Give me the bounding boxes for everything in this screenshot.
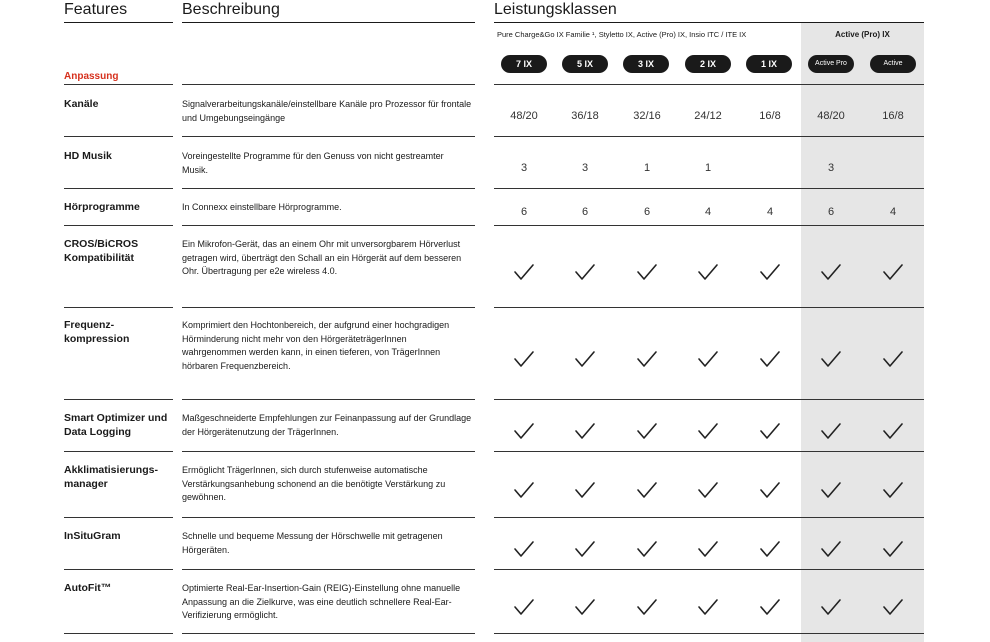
row-divider [182, 307, 475, 308]
check-icon [881, 481, 905, 499]
check-icon [635, 422, 659, 440]
check-icon [819, 263, 843, 281]
feature-description: In Connexx einstellbare Hörprogramme. [182, 202, 342, 212]
feature-name: Smart Optimizer und Data Logging [64, 412, 168, 438]
check-icon [696, 350, 720, 368]
row-divider [64, 399, 173, 400]
check-icon [573, 422, 597, 440]
feature-name: AutoFit™ [64, 582, 112, 594]
check-icon [881, 598, 905, 616]
section-rule-classes [494, 84, 924, 85]
check-icon [819, 481, 843, 499]
check-icon [512, 540, 536, 558]
check-icon [881, 350, 905, 368]
row-divider [64, 569, 173, 570]
check-icon [696, 481, 720, 499]
level-pill-7ix: 7 IX [501, 55, 547, 73]
row-divider [494, 136, 924, 137]
check-icon [758, 263, 782, 281]
cell-value: 1 [643, 161, 651, 174]
check-icon [573, 540, 597, 558]
row-divider [64, 225, 173, 226]
feature-description: Optimierte Real-Ear-Insertion-Gain (REIG)-Einstellung ohne manuelle Anpassung an die Zielkurve, was eine deutlich schnellere Real-Ear-Verifizierung ermöglicht. [182, 583, 461, 620]
cell-value: 1 [704, 161, 712, 174]
level-pill-3ix: 3 IX [623, 55, 669, 73]
row-divider [182, 399, 475, 400]
check-icon [696, 540, 720, 558]
check-icon [635, 540, 659, 558]
level-pill-active-pro: Active Pro [808, 55, 854, 73]
row-divider [64, 188, 173, 189]
feature-name: HD Musik [64, 150, 112, 162]
cell-value: 3 [520, 161, 528, 174]
check-icon [696, 263, 720, 281]
check-icon [819, 422, 843, 440]
row-divider [64, 517, 173, 518]
feature-description: Signalverarbeitungskanäle/einstellbare Kanäle pro Prozessor für frontale und Umgebungseingänge [182, 99, 472, 123]
cell-value: 3 [581, 161, 589, 174]
cell-value: 36/18 [571, 109, 599, 122]
description-header-rule [182, 22, 475, 23]
feature-description: Ermöglicht TrägerInnen, sich durch stufenweise automatische Verstärkungsanhebung schonend an die benötigte Verstärkung zu gewöhnen. [182, 465, 446, 502]
row-divider [182, 569, 475, 570]
check-icon [819, 540, 843, 558]
section-rule-features [64, 84, 173, 85]
feature-name: InSituGram [64, 530, 121, 542]
cell-value: 6 [520, 205, 528, 218]
feature-name: Frequenz- kompression [64, 319, 130, 345]
feature-name: Kanäle [64, 98, 99, 110]
feature-description: Komprimiert den Hochtonbereich, der aufgrund einer hochgradigen Hörminderung nicht mehr von den HörgeräteträgerInnen wahrgenommen werden kann, in einen tieferen, von TrägerInnen hörbaren Frequenzbereich. [182, 320, 450, 371]
check-icon [758, 598, 782, 616]
row-divider [494, 633, 924, 634]
row-divider [64, 633, 173, 634]
cell-value: 3 [827, 161, 835, 174]
row-divider [494, 517, 924, 518]
row-divider [494, 225, 924, 226]
classes-header-rule [494, 22, 924, 23]
classes-header: Leistungsklassen [494, 1, 617, 18]
check-icon [696, 598, 720, 616]
cell-value: 6 [643, 205, 651, 218]
cell-value: 48/20 [510, 109, 538, 122]
check-icon [512, 263, 536, 281]
feature-name: Akklimatisierungs- manager [64, 464, 158, 490]
feature-name: Hörprogramme [64, 201, 140, 213]
check-icon [881, 422, 905, 440]
family-main-label: Pure Charge&Go IX Familie ¹, Styletto IX, Active (Pro) IX, Insio ITC / ITE IX [497, 30, 747, 39]
check-icon [819, 598, 843, 616]
row-divider [182, 451, 475, 452]
cell-value: 4 [704, 205, 712, 218]
check-icon [573, 481, 597, 499]
level-pill-active: Active [870, 55, 916, 73]
row-divider [182, 136, 475, 137]
check-icon [512, 350, 536, 368]
row-divider [494, 451, 924, 452]
cell-value: 32/16 [633, 109, 661, 122]
feature-description: Voreingestellte Programme für den Genuss von nicht gestreamter Musik. [182, 151, 444, 175]
cell-value: 6 [581, 205, 589, 218]
check-icon [635, 598, 659, 616]
row-divider [182, 188, 475, 189]
row-divider [182, 633, 475, 634]
row-divider [494, 188, 924, 189]
check-icon [758, 350, 782, 368]
level-pill-1ix: 1 IX [746, 55, 792, 73]
check-icon [819, 350, 843, 368]
row-divider [64, 451, 173, 452]
check-icon [635, 263, 659, 281]
features-header: Features [64, 1, 128, 18]
row-divider [494, 399, 924, 400]
row-divider [64, 136, 173, 137]
level-pill-2ix: 2 IX [685, 55, 731, 73]
section-rule-description [182, 84, 475, 85]
check-icon [573, 263, 597, 281]
cell-value: 4 [766, 205, 774, 218]
check-icon [881, 540, 905, 558]
cell-value: 48/20 [817, 109, 845, 122]
feature-name: CROS/BiCROS Kompatibilität [64, 238, 139, 264]
check-icon [758, 481, 782, 499]
row-divider [182, 225, 475, 226]
features-header-rule [64, 22, 173, 23]
description-header: Beschreibung [182, 1, 280, 18]
cell-value: 6 [827, 205, 835, 218]
row-divider [64, 307, 173, 308]
cell-value: 16/8 [882, 109, 904, 122]
check-icon [512, 598, 536, 616]
cell-value: 16/8 [759, 109, 781, 122]
check-icon [881, 263, 905, 281]
section-title: Anpassung [64, 71, 119, 82]
check-icon [758, 422, 782, 440]
check-icon [758, 540, 782, 558]
feature-description: Ein Mikrofon-Gerät, das an einem Ohr mit unversorgbarem Hörverlust getragen wird, überträgt den Schall an ein Hörgerät auf dem besseren Ohr. Übertragung per e2e wireless 4.0. [182, 239, 462, 276]
check-icon [573, 350, 597, 368]
cell-value: 4 [889, 205, 897, 218]
check-icon [635, 350, 659, 368]
check-icon [512, 481, 536, 499]
check-icon [573, 598, 597, 616]
feature-description: Schnelle und bequeme Messung der Hörschwelle mit getragenen Hörgeräten. [182, 531, 443, 555]
row-divider [494, 569, 924, 570]
feature-description: Maßgeschneiderte Empfehlungen zur Feinanpassung auf der Grundlage der Hörgerätenutzung der TrägerInnen. [182, 413, 472, 437]
row-divider [182, 517, 475, 518]
cell-value: 24/12 [694, 109, 722, 122]
family-active-label: Active (Pro) IX [835, 30, 890, 39]
row-divider [494, 307, 924, 308]
check-icon [635, 481, 659, 499]
level-pill-5ix: 5 IX [562, 55, 608, 73]
check-icon [512, 422, 536, 440]
check-icon [696, 422, 720, 440]
